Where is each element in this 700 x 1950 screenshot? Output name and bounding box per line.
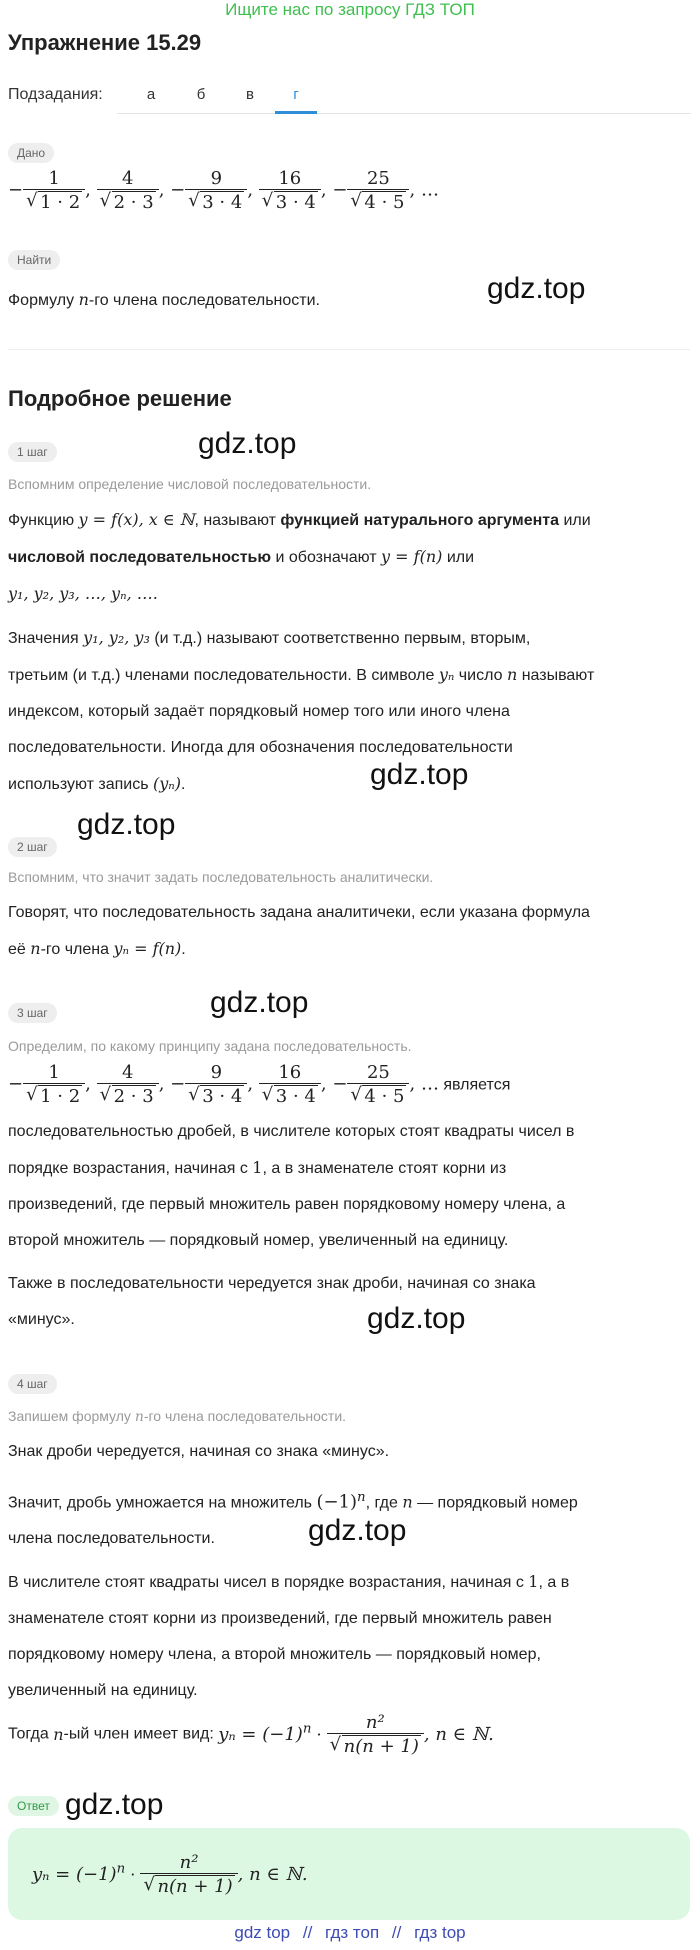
section-divider — [8, 349, 690, 350]
solution-title: Подробное решение — [8, 386, 232, 411]
search-banner: Ищите нас по запросу ГДЗ ТОП — [225, 0, 475, 19]
step-1-badge: 1 шаг — [8, 442, 57, 462]
given-badge: Дано — [8, 143, 54, 163]
watermark: gdz.top — [367, 1302, 466, 1335]
answer-formula: $y_n = (-1)^n$ · n² √ n(n + 1) , n ∈ ℕ. — [32, 1852, 308, 1897]
tabs-divider — [117, 113, 691, 114]
answer-badge: Ответ — [8, 1796, 59, 1816]
step-2-paragraph: Говорят, что последовательность задана аналитичеки, если указана формула её n-го члена yₙ = f(n). — [8, 904, 590, 958]
find-badge: Найти — [8, 250, 60, 270]
footer-link[interactable]: gdz top — [234, 1923, 291, 1942]
watermark: gdz.top — [198, 427, 297, 460]
footer-link[interactable]: гдз top — [414, 1923, 466, 1942]
given-sequence: − 1 √ 1 · 2 , 4 √ 2 · 3 , − 9 √ 3 · 4 , 16 √ 3 · 4 , − 25 √ 4 · 5 , … — [8, 168, 439, 213]
footer-separator: // — [302, 1923, 313, 1942]
step-4-badge: 4 шаг — [8, 1374, 57, 1394]
step-2-badge: 2 шаг — [8, 837, 57, 857]
step-4-formula-line: Тогда n-ый член имеет вид: $y_n = (-1)^n$ · n² √ n(n + 1) , n ∈ ℕ. — [8, 1712, 494, 1757]
footer-link[interactable]: гдз топ — [325, 1923, 380, 1942]
watermark: gdz.top — [210, 986, 309, 1019]
step-2-hint: Вспомним, что значит задать последовательность аналитически. — [8, 869, 434, 885]
active-tab-indicator — [275, 111, 317, 114]
step-3-badge: 3 шаг — [8, 1003, 57, 1023]
watermark: gdz.top — [487, 272, 586, 305]
tab-v[interactable]: в — [246, 86, 254, 103]
find-text: Формулу n-го члена последовательности. — [8, 290, 320, 309]
step-3-paragraph-1: последовательностью дробей, в числителе которых стоят квадраты чисел в порядке возрастания, начиная с 1, а в знаменателе стоят корни из произведений, где первый множитель равен порядковому номеру члена, а второй множитель — порядковый номер, увеличенный на единицу. — [8, 1123, 575, 1249]
watermark: gdz.top — [370, 758, 469, 791]
footer-separator: // — [391, 1923, 402, 1942]
step-3-paragraph-2: Также в последовательности чередуется знак дроби, начиная со знака «минус». — [8, 1275, 536, 1328]
footer-links — [0, 1923, 700, 1943]
tab-g[interactable]: г — [293, 86, 299, 103]
watermark: gdz.top — [77, 808, 176, 841]
step-3-hint: Определим, по какому принципу задана последовательность. — [8, 1038, 412, 1054]
page-title: Упражнение 15.29 — [8, 30, 202, 55]
step-4-line-1: Знак дроби чередуется, начиная со знака «минус». — [8, 1443, 390, 1460]
step-4-paragraph-1: Значит, дробь умножается на множитель $(-1)^n$, где n — порядковый номер члена последовательности. — [8, 1490, 578, 1548]
watermark: gdz.top — [308, 1514, 407, 1547]
step-1-paragraph-2: Значения y₁, y₂, y₃ (и т.д.) называют соответственно первым, вторым, третьим (и т.д.) членами последовательности. В символе yₙ число n называют индексом, который задаёт порядковый номер того или иного члена последовательности. Иногда для обозначения последовательности используют запись (yₙ). — [8, 628, 595, 793]
tab-a[interactable]: а — [146, 86, 156, 103]
subtasks-label: Подзадания: — [8, 86, 103, 103]
tab-b[interactable]: б — [196, 86, 206, 103]
watermark: gdz.top — [65, 1788, 164, 1821]
step-4-hint: Запишем формулу n-го члена последовательности. — [8, 1408, 347, 1425]
step-4-paragraph-2: В числителе стоят квадраты чисел в порядке возрастания, начиная с 1, а в знаменателе стоят корни из произведений, где первый множитель равен порядковому номеру члена, а второй множитель — порядковый номер, увеличенный на единицу. — [8, 1572, 570, 1699]
step-3-sequence: − 1 √ 1 · 2 , 4 √ 2 · 3 , − 9 √ 3 · 4 , 16 √ 3 · 4 , − 25 √ 4 · 5 , … является — [8, 1062, 510, 1107]
step-1-paragraph-1: Функцию y = f(x), x ∈ ℕ, называют функцией натурального аргумента или числовой последовательностью и обозначают y = f(n) или y₁, y₂, y₃, …, yₙ, …. — [8, 510, 591, 603]
step-1-hint: Вспомним определение числовой последовательности. — [8, 476, 372, 492]
